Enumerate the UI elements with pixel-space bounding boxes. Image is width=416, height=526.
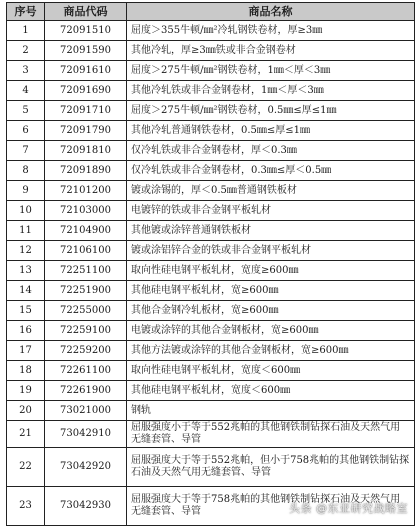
table-row <box>7 101 415 121</box>
table-row <box>7 301 415 321</box>
header-goods-name: 商品名称 <box>127 3 415 21</box>
table-row <box>7 41 415 61</box>
serial-no-cell: 20 <box>7 401 45 421</box>
watermark: 头条 @东亚研究战略室 <box>289 502 408 515</box>
goods-name-cell: 电镀或涂锌的其他合金钢板材，宽≥600㎜ <box>127 321 415 341</box>
table-row <box>7 261 415 281</box>
table-row <box>7 448 415 487</box>
goods-name-cell: 取向性硅电钢平板轧材，宽度＜600㎜ <box>127 361 415 381</box>
goods-name-cell: 仅冷轧铁或非合金钢卷材，0.3㎜≤厚＜0.5㎜ <box>127 161 415 181</box>
goods-name-cell: 屈服强度大于等于552兆帕，但小于758兆帕的其他钢铁制钻探石油及天然气用无缝套管、导管 <box>127 448 415 487</box>
table-row <box>7 361 415 381</box>
goods-code-cell: 72255000 <box>45 301 127 321</box>
table-row <box>7 121 415 141</box>
goods-code-cell: 72106100 <box>45 241 127 261</box>
serial-no-cell: 7 <box>7 141 45 161</box>
goods-table <box>6 2 415 526</box>
goods-code-cell: 72251100 <box>45 261 127 281</box>
table-row <box>7 61 415 81</box>
goods-code-cell: 72101200 <box>45 181 127 201</box>
goods-name-cell: 取向性硅电钢平板轧材，宽度≥600㎜ <box>127 261 415 281</box>
goods-name-cell: 其他方法镀或涂锌的其他合金钢板材，宽≥600㎜ <box>127 341 415 361</box>
table-body <box>7 21 415 526</box>
table-row <box>7 81 415 101</box>
table-row <box>7 141 415 161</box>
serial-no-cell: 3 <box>7 61 45 81</box>
goods-name-cell: 钢轨 <box>127 401 415 421</box>
goods-name-cell: 其他硅电钢平板轧材，宽度＜600㎜ <box>127 381 415 401</box>
goods-name-cell: 其他冷轧普通钢铁卷材，0.5㎜≤厚≤1㎜ <box>127 121 415 141</box>
goods-name-cell: 镀或涂锡的，厚＜0.5㎜普通钢铁板材 <box>127 181 415 201</box>
goods-code-cell: 72259200 <box>45 341 127 361</box>
goods-code-cell: 73042920 <box>45 448 127 487</box>
table-row <box>7 161 415 181</box>
serial-no-cell: 10 <box>7 201 45 221</box>
goods-name-cell: 屈度＞355牛顿/㎜²冷轧钢铁卷材，厚≥3㎜ <box>127 21 415 41</box>
table-row <box>7 321 415 341</box>
goods-code-cell: 72091610 <box>45 61 127 81</box>
table-row <box>7 421 415 448</box>
table-row <box>7 201 415 221</box>
table-header-row <box>7 3 415 21</box>
goods-code-cell: 72103000 <box>45 201 127 221</box>
goods-name-cell: 其他合金钢冷轧板材，宽≥600㎜ <box>127 301 415 321</box>
serial-no-cell: 11 <box>7 221 45 241</box>
serial-no-cell: 17 <box>7 341 45 361</box>
table-row <box>7 401 415 421</box>
goods-code-cell: 73042910 <box>45 421 127 448</box>
serial-no-cell: 19 <box>7 381 45 401</box>
serial-no-cell: 2 <box>7 41 45 61</box>
serial-no-cell: 1 <box>7 21 45 41</box>
table-row <box>7 181 415 201</box>
goods-name-cell: 屈服强度大于等于758兆帕的其他钢铁制钻探石油及天然气用无缝套管、导管 <box>127 487 415 526</box>
serial-no-cell: 6 <box>7 121 45 141</box>
serial-no-cell: 9 <box>7 181 45 201</box>
goods-name-cell: 镀或涂铝锌合金的铁或非合金钢平板轧材 <box>127 241 415 261</box>
table-row <box>7 381 415 401</box>
goods-name-cell: 屈服强度小于等于552兆帕的其他钢铁制钻探石油及天然气用无缝套管、导管 <box>127 421 415 448</box>
goods-code-cell: 72091810 <box>45 141 127 161</box>
serial-no-cell: 15 <box>7 301 45 321</box>
goods-code-cell: 72091590 <box>45 41 127 61</box>
table-row <box>7 281 415 301</box>
goods-code-cell: 72261100 <box>45 361 127 381</box>
serial-no-cell: 21 <box>7 421 45 448</box>
serial-no-cell: 8 <box>7 161 45 181</box>
goods-code-cell: 72261900 <box>45 381 127 401</box>
table-row <box>7 221 415 241</box>
table-row <box>7 241 415 261</box>
serial-no-cell: 4 <box>7 81 45 101</box>
goods-name-cell: 屈度＞275牛顿/㎜²钢铁卷材，0.5㎜≤厚≤1㎜ <box>127 101 415 121</box>
serial-no-cell: 18 <box>7 361 45 381</box>
goods-code-cell: 72091710 <box>45 101 127 121</box>
goods-code-cell: 73042930 <box>45 487 127 526</box>
goods-name-cell: 其他硅电钢平板轧材，宽≥600㎜ <box>127 281 415 301</box>
goods-code-cell: 72104900 <box>45 221 127 241</box>
goods-code-cell: 72091890 <box>45 161 127 181</box>
goods-code-cell: 72091510 <box>45 21 127 41</box>
goods-name-cell: 仅冷轧铁或非合金钢卷材，厚＜0.3㎜ <box>127 141 415 161</box>
serial-no-cell: 23 <box>7 487 45 526</box>
goods-code-cell: 72091690 <box>45 81 127 101</box>
goods-code-cell: 73021000 <box>45 401 127 421</box>
header-goods-code: 商品代码 <box>45 3 127 21</box>
serial-no-cell: 22 <box>7 448 45 487</box>
goods-code-cell: 72091790 <box>45 121 127 141</box>
goods-name-cell: 电镀锌的铁或非合金钢平板轧材 <box>127 201 415 221</box>
serial-no-cell: 16 <box>7 321 45 341</box>
table-row <box>7 341 415 361</box>
serial-no-cell: 14 <box>7 281 45 301</box>
goods-name-cell: 其他镀或涂锌普通钢铁板材 <box>127 221 415 241</box>
serial-no-cell: 5 <box>7 101 45 121</box>
serial-no-cell: 12 <box>7 241 45 261</box>
goods-name-cell: 屈度＞275牛顿/㎜²钢铁卷材，1㎜＜厚＜3㎜ <box>127 61 415 81</box>
goods-name-cell: 其他冷轧铁或非合金钢卷材，1㎜＜厚＜3㎜ <box>127 81 415 101</box>
table-row <box>7 21 415 41</box>
goods-code-cell: 72259100 <box>45 321 127 341</box>
goods-name-cell: 其他冷轧，厚≥3㎜铁或非合金钢卷材 <box>127 41 415 61</box>
serial-no-cell: 13 <box>7 261 45 281</box>
header-serial-no: 序号 <box>7 3 45 21</box>
goods-code-cell: 72251900 <box>45 281 127 301</box>
